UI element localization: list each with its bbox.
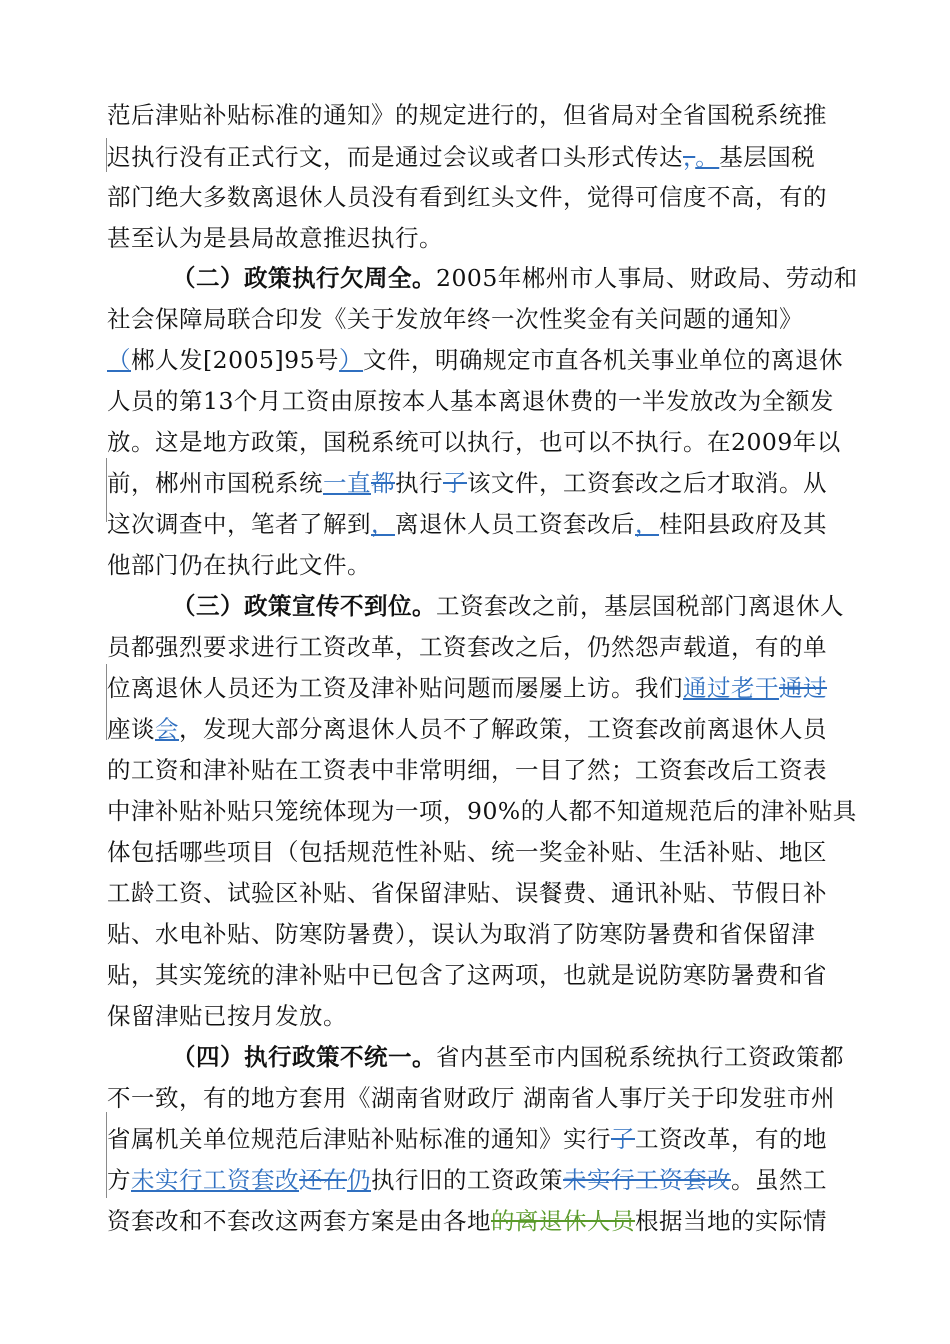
text-run: 离退休人员工资套改后 [395,510,635,538]
tracked-insertion: 仍 [347,1166,371,1194]
text-line [107,879,827,907]
text-run: 位离退休人员还为工资及津补贴问题而屡屡上访。我们 [107,674,683,702]
tracked-deletion: 的离退休人员 [491,1207,635,1235]
text-line [107,346,843,374]
tracked-insertion: ， [371,510,395,538]
tracked-deletion: 还在 [299,1166,347,1194]
text-run: 前，郴州市国税系统 [107,469,323,497]
text-run: 郴人发[2005]95号 [131,346,340,374]
text-run: 执行旧的工资政策 [371,1166,563,1194]
text-run: 。虽然工 [731,1166,827,1194]
text-line [107,510,827,538]
tracked-deletion: ， [683,143,696,171]
text-run: 放。这是地方政策，国税系统可以执行，也可以不执行。在2009年以 [107,428,841,456]
text-line [107,428,841,456]
text-line [107,1166,827,1194]
text-run: ，发现大部分离退休人员不了解政策，工资套改前离退休人员 [179,715,827,743]
text-run: 范后津贴补贴标准的通知》的规定进行的，但省局对全省国税系统推 [107,101,827,129]
text-run: 桂阳县政府及其 [659,510,827,538]
text-run: 甚至认为是县局故意推迟执行。 [107,224,443,252]
tracked-insertion: ， [635,510,659,538]
tracked-insertion: 未实行工资套改 [131,1166,299,1194]
text-run: 省属机关单位规范后津贴补贴标准的通知》实行 [107,1125,611,1153]
text-line [172,592,844,620]
text-run: 人员的第13个月工资由原按本人基本离退休费的一半发放改为全额发 [107,387,834,415]
text-run: 工龄工资、试验区补贴、省保留津贴、误餐费、通讯补贴、节假日补 [107,879,827,907]
text-line [107,1207,827,1235]
text-run: 座谈 [107,715,155,743]
section-heading: （四）执行政策不统一。 [172,1043,436,1071]
text-run: 资套改和不套改这两套方案是由各地 [107,1207,491,1235]
text-run: 社会保障局联合印发《关于发放年终一次性奖金有关问题的通知》 [107,305,803,333]
tracked-insertion: 通过老干 [683,674,779,702]
text-run: 工资改革，有的地 [635,1125,827,1153]
tracked-insertion: （ [107,346,131,374]
text-line [107,1084,835,1112]
text-run: 员都强烈要求进行工资改革，工资套改之后，仍然怨声载道，有的单 [107,633,827,661]
text-run: 贴、水电补贴、防寒防暑费），误认为取消了防寒防暑费和省保留津 [107,920,816,948]
text-line [107,1125,827,1153]
text-run: 这次调查中，笔者了解到 [107,510,371,538]
text-line [107,756,827,784]
text-line [107,305,803,333]
text-line [107,224,443,252]
text-run: 根据当地的实际情 [635,1207,827,1235]
section-heading: （三）政策宣传不到位。 [172,592,436,620]
text-run: 的工资和津补贴在工资表中非常明细，一目了然；工资套改后工资表 [107,756,827,784]
text-line [107,183,827,211]
text-run: 迟执行没有正式行文，而是通过会议或者口头形式传达 [107,143,683,171]
text-line [107,674,827,702]
text-line [107,101,827,129]
text-run: 保留津贴已按月发放。 [107,1002,347,1030]
tracked-insertion: ） [339,346,364,374]
text-run: 部门绝大多数离退休人员没有看到红头文件，觉得可信度不高，有的 [107,183,827,211]
text-run: 工资套改之前，基层国税部门离退休人 [436,592,844,620]
tracked-deletion: 通过 [779,674,827,702]
text-run: 执行 [395,469,443,497]
tracked-insertion: 一直 [323,469,371,497]
section-heading: （二）政策执行欠周全。 [172,264,436,292]
tracked-insertion: 。 [695,143,720,171]
text-line [107,1002,347,1030]
text-run: 文件，明确规定市直各机关事业单位的离退休 [363,346,844,374]
text-line [172,264,858,292]
text-line [107,469,827,497]
text-line [107,920,815,948]
text-run: 基层国税 [719,143,816,171]
text-line [107,838,827,866]
text-line [107,715,827,743]
tracked-deletion: 了 [611,1125,635,1153]
tracked-insertion: 会 [155,715,179,743]
text-run: 中津补贴补贴只笼统体现为一项，90%的人都不知道规范后的津补贴具 [107,797,857,825]
text-line [107,387,834,415]
text-run: 2005年郴州市人事局、财政局、劳动和 [436,264,858,292]
text-run: 他部门仍在执行此文件。 [107,551,371,579]
text-run: 该文件，工资套改之后才取消。从 [467,469,827,497]
text-line [107,633,827,661]
text-line [172,1043,844,1071]
text-line [107,961,827,989]
text-run: 不一致，有的地方套用《湖南省财政厅 湖南省人事厅关于印发驻市州 [107,1084,835,1112]
text-run: 体包括哪些项目（包括规范性补贴、统一奖金补贴、生活补贴、地区 [107,838,827,866]
text-run: 贴，其实笼统的津补贴中已包含了这两项，也就是说防寒防暑费和省 [107,961,827,989]
text-run: 方 [107,1166,131,1194]
text-line [107,797,857,825]
text-line [107,551,371,579]
tracked-deletion: 都 [371,469,395,497]
tracked-deletion: 了 [443,469,467,497]
text-run: 省内甚至市内国税系统执行工资政策都 [436,1043,844,1071]
text-line [107,143,815,171]
tracked-deletion: 未实行工资套改 [563,1166,731,1194]
